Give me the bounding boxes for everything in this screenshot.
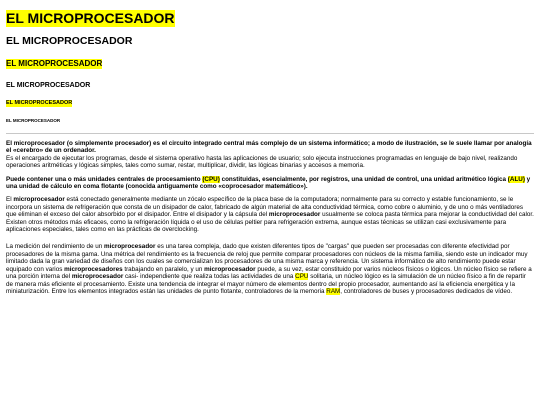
intro-normal-text: Es el encargado de ejecutar los programas, desde el sistema operativo hasta las aplicaciones de usuario; solo ejecuta instrucciones programadas en lenguaje de bajo nivel, realizando operaciones aritméticas y lógicas simples, tales como sumar, restar, multiplicar, dividir, las lógicas binarias y accesos a memoria. bbox=[6, 154, 518, 170]
perf-text-f: solitaria, un núcleo lógico es la simulación de un núcleo físico a fin de repartir de manera más eficiente el procesamiento. Existe una tendencia de integrar el mayor número de elementos dentro del propio procesador, aumentando así la eficiencia energética y la miniaturización. Entre los elementos integrados están las unidades de punto flotante, controladores de la memoria bbox=[6, 273, 526, 295]
mount-keyword-1: microprocesador bbox=[13, 196, 65, 204]
alu-highlight: (ALU) bbox=[507, 175, 525, 183]
performance-paragraph bbox=[6, 243, 534, 295]
mount-paragraph bbox=[6, 196, 534, 233]
units-text-b: constituidas, esencialmente, por registros, una unidad de control, una unidad aritmético lógica bbox=[219, 175, 508, 183]
heading-5: EL MICROPROCESADOR bbox=[6, 100, 73, 106]
intro-bold-text: El microprocesador (o simplemente procesador) es el circuito integrado central más complejo de un sistema informático; a modo de ilustración, se le suele llamar por analogía el «cerebro» de un ordenador. bbox=[6, 140, 532, 155]
perf-keyword-1: microprocesador bbox=[104, 243, 156, 251]
mount-text-b: está conectado generalmente mediante un zócalo específico de la placa base de la computadora; normalmente para su correcto y estable funcionamiento, se le incorpora un sistema de refrigeración que consta de un disipador de calor, fabricado de algún material de alta conductividad térmica, como cobre o aluminio, y de uno o más ventiladores que eliminan el exceso del calor absorbido por el disipador. Entre el disipador y la cápsula del bbox=[6, 196, 523, 219]
heading-3: EL MICROPROCESADOR bbox=[6, 59, 103, 68]
perf-text-c: trabajando en paralelo, y un bbox=[122, 265, 205, 273]
perf-keyword-4: microprocesador bbox=[71, 273, 124, 281]
intro-paragraph bbox=[6, 140, 534, 170]
perf-ram-highlight: RAM bbox=[326, 287, 341, 295]
perf-text-b: es una tarea compleja, dado que existen diferentes tipos de "cargas" que pueden ser procesadas con diferente efectividad por procesadores de la misma gama. Una métrica del rendimiento es la frecuencia de reloj que permite comparar procesadores con núcleos de la misma familia, siendo este un indicador muy limitado dada la gran variedad de diseños con los cuales se comercializan los procesadores de una misma marca y referencia. Un sistema informático de alto rendimiento puede estar equipado con varios bbox=[6, 243, 528, 273]
units-text-c: y una unidad de cálculo en coma flotante (conocida antiguamente como «coprocesador matemático»). bbox=[6, 175, 531, 191]
perf-text-d: puede, a su vez, estar constituido por varios núcleos físicos o lógicos. Un núcleo físico se refiere a una porción interna del bbox=[6, 265, 532, 281]
perf-keyword-2: microprocesadores bbox=[64, 265, 123, 273]
mount-text-a: El bbox=[6, 196, 14, 204]
perf-cpu-highlight: CPU bbox=[295, 273, 309, 281]
mount-keyword-2: microprocesador bbox=[268, 211, 321, 219]
units-paragraph bbox=[6, 176, 534, 191]
perf-text-g: , controladores de buses y procesadores dedicados de vídeo. bbox=[340, 287, 513, 295]
heading-1: EL MICROPROCESADOR bbox=[6, 10, 175, 26]
perf-text-a: La medición del rendimiento de un bbox=[6, 243, 105, 251]
mount-text-c: usualmente se coloca pasta térmica para mejorar la conductividad del calor. Existen otros métodos más eficaces, como la refrigeración líquida o el uso de células peltier para refrigeración extrema, aunque estas técnicas se utilizan casi exclusivamente para aplicaciones especiales, tales como en las prácticas de overclocking. bbox=[6, 211, 534, 234]
perf-keyword-3: microprocesador bbox=[204, 265, 256, 273]
perf-text-e: casi- independiente que realiza todas las actividades de una bbox=[123, 273, 296, 281]
heading-6: EL MICROPROCESADOR bbox=[6, 118, 61, 123]
divider bbox=[6, 133, 534, 134]
units-text-a: Puede contener una o más unidades centrales de procesamiento bbox=[6, 175, 203, 183]
heading-4: EL MICROPROCESADOR bbox=[6, 82, 91, 89]
heading-2: EL MICROPROCESADOR bbox=[6, 35, 133, 47]
cpu-highlight: (CPU) bbox=[202, 175, 220, 183]
